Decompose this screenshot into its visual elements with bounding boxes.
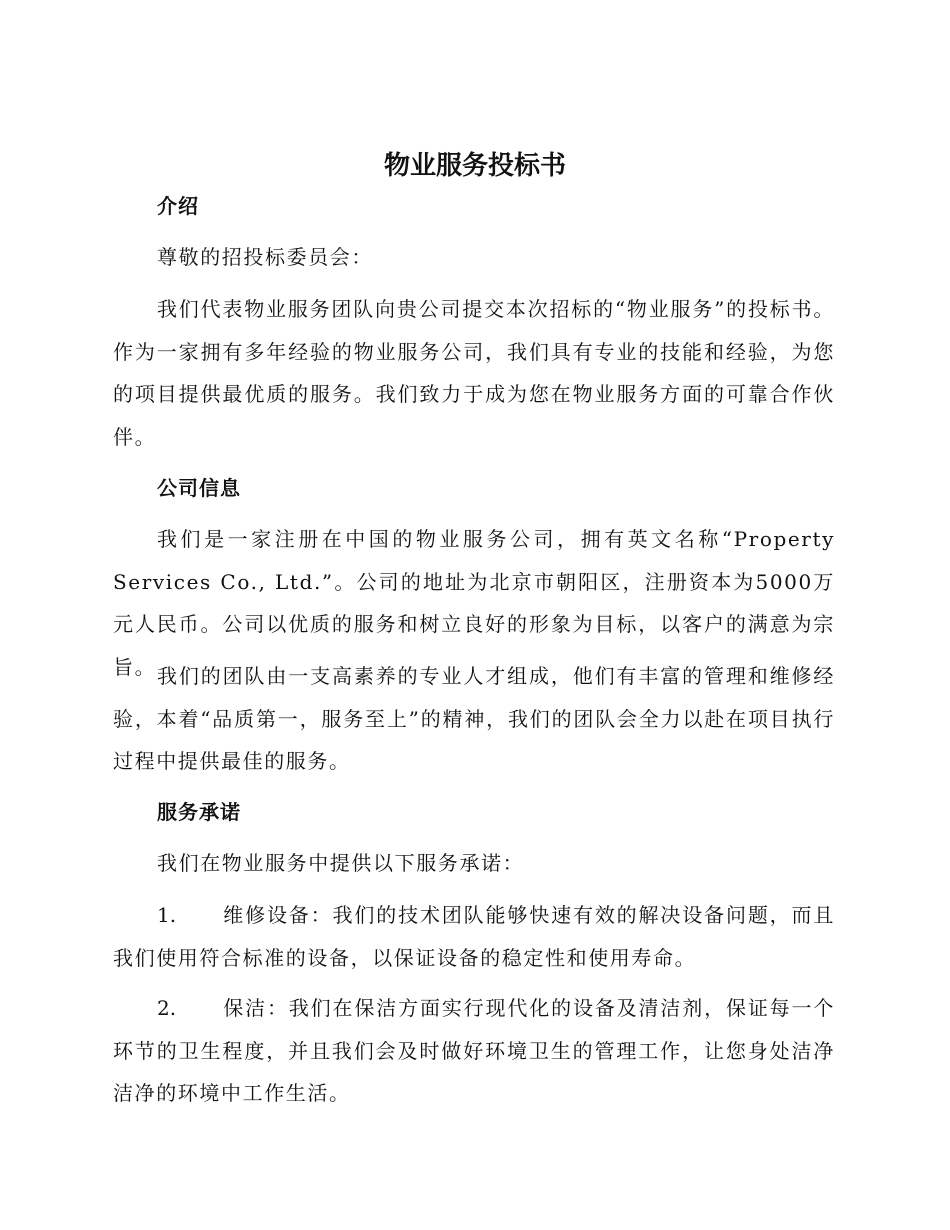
section-heading-commitment: 服务承诺 xyxy=(157,800,241,824)
list-item-text: 保洁：我们在保洁方面实行现代化的设备及清洁剂，保证每一个环节的卫生程度，并且我们会及时做好环境卫生的管理工作，让您身处洁净洁净的环境中工作生活。 xyxy=(113,996,835,1105)
document-title: 物业服务投标书 xyxy=(383,151,566,181)
list-item-number: 2. xyxy=(157,996,177,1020)
list-item-number: 1. xyxy=(157,903,177,927)
company-paragraph-2: 我们的团队由一支高素养的专业人才组成，他们有丰富的管理和维修经验，本着“品质第一，服务至上”的精神，我们的团队会全力以赴在项目执行过程中提供最佳的服务。 xyxy=(113,664,835,773)
section-heading-intro: 介绍 xyxy=(157,194,199,218)
list-item-text: 维修设备：我们的技术团队能够快速有效的解决设备问题，而且我们使用符合标准的设备，以保证设备的稳定性和使用寿命。 xyxy=(113,903,835,970)
company-paragraph-1: 我们是一家注册在中国的物业服务公司，拥有英文名称“Property Services Co., Ltd.”。公司的地址为北京市朝阳区，注册资本为5000万元人民币。公司以优质的服务和树立良好的形象为目标，以客户的满意为宗旨。 xyxy=(113,527,835,679)
section-heading-company: 公司信息 xyxy=(157,476,241,500)
commitment-list-item xyxy=(113,894,835,979)
intro-paragraph: 我们代表物业服务团队向贵公司提交本次招标的“物业服务”的投标书。作为一家拥有多年经验的物业服务公司，我们具有专业的技能和经验，为您的项目提供最优质的服务。我们致力于成为您在物业服务方面的可靠合作伙伴。 xyxy=(113,297,835,449)
salutation: 尊敬的招投标委员会： xyxy=(157,245,373,269)
commitment-intro: 我们在物业服务中提供以下服务承诺： xyxy=(157,851,525,875)
commitment-list-item xyxy=(113,987,835,1115)
